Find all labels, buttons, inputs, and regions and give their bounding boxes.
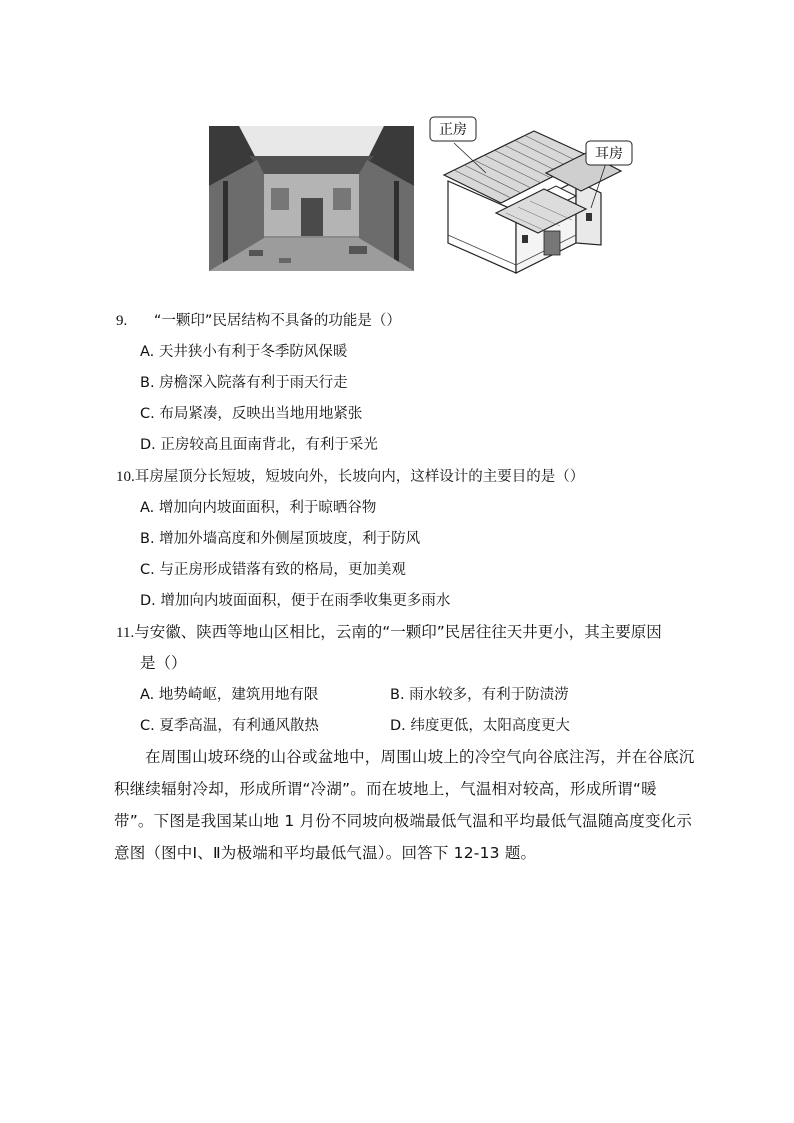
label-main-house: 正房: [439, 122, 467, 138]
passage-line-4: 意图（图中Ⅰ、Ⅱ为极端和平均最低气温）。回答下 12-13 题。: [114, 844, 537, 862]
question-9-stem: [116, 311, 401, 331]
question-11-option-c: C. 夏季高温，有利通风散热: [140, 718, 319, 734]
courtyard-photo: [209, 126, 414, 271]
question-text: “一颗印”民居结构不具备的功能是（）: [153, 313, 401, 329]
question-9-option-a: A. 天井狭小有利于冬季防风保暖: [140, 344, 348, 360]
question-number: 9.: [116, 313, 128, 329]
question-9-option-d: D. 正房较高且面南背北，有利于采光: [140, 437, 378, 453]
question-text: 耳房屋顶分长短坡，短坡向外，长坡向内，这样设计的主要目的是（）: [134, 469, 585, 485]
question-number: 11.: [116, 625, 135, 641]
question-11-stem-line2: 是（）: [140, 654, 187, 672]
question-10-option-d: D. 增加向内坡面面积，便于在雨季收集更多雨水: [140, 593, 451, 609]
question-10-stem: [116, 467, 584, 487]
passage-line-2: 积继续辐射冷却，形成所谓“冷湖”。而在坡地上，气温相对较高，形成所谓“暖: [114, 780, 657, 798]
question-9-option-c: C. 布局紧凑，反映出当地用地紧张: [140, 406, 363, 422]
passage-line-3: 带”。下图是我国某山地 1 月份不同坡向极端最低气温和平均最低气温随高度变化示: [114, 812, 693, 830]
house-diagram: [426, 113, 638, 289]
question-9-option-b: B. 房檐深入院落有利于雨天行走: [140, 375, 348, 391]
question-11-option-d: D. 纬度更低，太阳高度更大: [390, 718, 570, 734]
question-10-option-c: C. 与正房形成错落有致的格局，更加美观: [140, 562, 406, 578]
label-side-house: 耳房: [595, 146, 623, 162]
question-11-stem: [116, 622, 662, 643]
question-10-option-b: B. 增加外墙高度和外侧屋顶坡度，利于防风: [140, 531, 421, 547]
question-number: 10.: [116, 469, 135, 485]
question-11-option-b: B. 雨水较多，有利于防渍涝: [390, 687, 569, 703]
courtyard-photo-graphic: [209, 126, 414, 271]
question-11-option-a: A. 地势崎岖，建筑用地有限: [140, 687, 319, 703]
house-diagram-graphic: [426, 113, 638, 289]
passage-line-1: 在周围山坡环绕的山谷或盆地中，周围山坡上的冷空气向谷底注泻，并在谷底沉: [145, 748, 695, 766]
question-text: 与安徽、陕西等地山区相比，云南的“一颗印”民居往往天井更小，其主要原因: [134, 623, 662, 641]
question-10-option-a: A. 增加向内坡面面积，利于晾晒谷物: [140, 500, 377, 516]
